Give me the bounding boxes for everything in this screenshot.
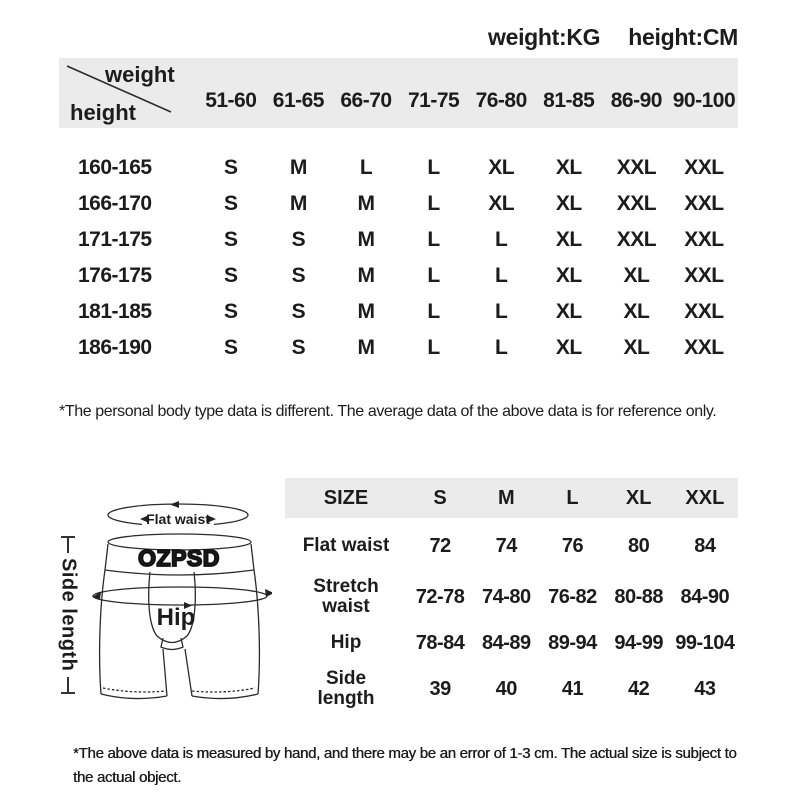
weight-column-header: 81-85 bbox=[543, 89, 595, 112]
height-range-label: 166-170 bbox=[78, 192, 152, 215]
size-cell: XL bbox=[488, 192, 515, 215]
measure-value: 84-90 bbox=[680, 585, 730, 608]
size-cell: XL bbox=[555, 300, 582, 323]
gusset bbox=[161, 638, 183, 650]
weight-column-header: 61-65 bbox=[272, 89, 324, 112]
units-header bbox=[488, 24, 738, 51]
size-cell: S bbox=[224, 264, 238, 287]
size-cell: XXL bbox=[684, 336, 724, 359]
left-hem-stitch bbox=[103, 688, 166, 692]
size-cell: XXL bbox=[616, 192, 657, 215]
size-cell: L bbox=[495, 336, 508, 359]
size-cell: M bbox=[357, 300, 375, 323]
measure-label: Hip bbox=[330, 632, 362, 653]
size-table-header bbox=[59, 58, 738, 128]
measure-value: 94-99 bbox=[614, 631, 663, 654]
measure-value: 89-94 bbox=[548, 631, 597, 654]
table-row bbox=[59, 258, 738, 294]
measure-value: 39 bbox=[429, 677, 451, 700]
measure-cap-bottom bbox=[61, 692, 75, 694]
size-cell: M bbox=[289, 192, 307, 215]
size-cell: XXL bbox=[684, 156, 724, 179]
measure-value: 76-82 bbox=[548, 585, 597, 608]
size-header: SIZE bbox=[323, 486, 369, 509]
size-cell: L bbox=[495, 264, 508, 287]
size-cell: M bbox=[357, 264, 375, 287]
measure-value: 84 bbox=[694, 534, 716, 557]
right-hem bbox=[192, 694, 258, 699]
measure-table-header bbox=[285, 478, 738, 518]
size-cell: L bbox=[359, 156, 373, 179]
size-cell: XL bbox=[623, 336, 650, 359]
hip-ellipse bbox=[93, 587, 267, 605]
accuracy-note bbox=[73, 742, 736, 790]
side-length-label: Side length bbox=[57, 558, 80, 672]
size-cell: M bbox=[357, 228, 375, 251]
height-range-label: 181-185 bbox=[78, 300, 152, 323]
table-row bbox=[59, 222, 738, 258]
weight-unit-label: weight:KG bbox=[487, 24, 601, 50]
height-range-label: 176-175 bbox=[78, 264, 152, 287]
size-cell: L bbox=[427, 336, 440, 359]
weight-column-header: 71-75 bbox=[407, 89, 460, 112]
height-range-label: 160-165 bbox=[78, 156, 152, 179]
size-cell: XXL bbox=[684, 300, 724, 323]
measure-value: 41 bbox=[561, 677, 584, 700]
measure-value: 42 bbox=[628, 677, 650, 700]
table-row bbox=[285, 518, 738, 574]
corner-cell bbox=[59, 58, 197, 128]
size-cell: XXL bbox=[616, 228, 657, 251]
table-row bbox=[285, 620, 738, 666]
size-col-header: L bbox=[566, 486, 579, 509]
measure-label: Side length bbox=[317, 668, 375, 709]
boxer-diagram bbox=[88, 498, 272, 710]
size-cell: L bbox=[427, 192, 440, 215]
measure-value: 80 bbox=[628, 534, 650, 557]
size-cell: XL bbox=[623, 300, 650, 323]
measure-value: 99-104 bbox=[675, 631, 735, 654]
arrow-right-icon bbox=[265, 589, 272, 597]
measure-label: Flat waist bbox=[302, 535, 390, 556]
measure-value: 76 bbox=[561, 534, 584, 557]
size-cell: L bbox=[427, 300, 440, 323]
size-cell: L bbox=[427, 264, 440, 287]
size-cell: XXL bbox=[684, 192, 724, 215]
measure-value: 72 bbox=[429, 534, 451, 557]
measure-value: 74-80 bbox=[481, 585, 531, 608]
size-cell: S bbox=[291, 228, 306, 251]
measure-line bbox=[67, 538, 69, 553]
corner-weight-label: weight bbox=[105, 62, 175, 87]
measure-line bbox=[67, 677, 69, 692]
measure-value: 80-88 bbox=[614, 585, 663, 608]
measure-value: 74 bbox=[495, 534, 517, 557]
height-range-label: 186-190 bbox=[78, 336, 152, 359]
table-row bbox=[285, 574, 738, 620]
size-col-header: S bbox=[433, 486, 447, 509]
table-row bbox=[285, 666, 738, 712]
size-cell: XXL bbox=[684, 228, 724, 251]
size-cell: XL bbox=[555, 264, 582, 287]
size-col-header: M bbox=[497, 486, 515, 509]
measure-table-body bbox=[285, 518, 738, 712]
measure-value: 84-89 bbox=[481, 631, 531, 654]
measure-value: 72-78 bbox=[415, 585, 465, 608]
left-inseam bbox=[163, 649, 167, 696]
reference-note: *The personal body type data is different. The average data of the above data is for reference only. bbox=[59, 403, 717, 420]
right-inseam bbox=[185, 649, 192, 696]
hip-label: Hip bbox=[156, 604, 196, 631]
measure-value: 40 bbox=[495, 677, 517, 700]
weight-column-header: 90-100 bbox=[672, 89, 736, 112]
size-cell: XL bbox=[555, 336, 582, 359]
accuracy-note-line1: *The above data is measured by hand, and there may be an error of 1-3 cm. The actual size is subject to bbox=[73, 745, 737, 762]
size-cell: S bbox=[291, 300, 306, 323]
left-hem bbox=[101, 694, 167, 699]
size-col-header: XL bbox=[625, 486, 652, 509]
size-cell: XL bbox=[555, 228, 582, 251]
height-range-label: 171-175 bbox=[78, 228, 152, 251]
accuracy-note-line2: the actual object. bbox=[73, 769, 182, 786]
measure-value: 43 bbox=[694, 677, 716, 700]
size-col-header: XXL bbox=[685, 486, 725, 509]
brand-logo: OZPSD bbox=[138, 545, 220, 571]
weight-column-header: 76-80 bbox=[475, 89, 527, 112]
table-row bbox=[59, 294, 738, 330]
size-cell: XL bbox=[555, 156, 582, 179]
weight-column-header: 51-60 bbox=[205, 89, 257, 112]
table-row bbox=[59, 150, 738, 186]
right-outer-seam bbox=[254, 570, 259, 694]
left-outer-seam bbox=[100, 570, 105, 694]
corner-height-label: height bbox=[70, 100, 136, 125]
size-cell: L bbox=[495, 228, 508, 251]
size-cell: S bbox=[291, 336, 306, 359]
flat-waist-label: Flat waist bbox=[146, 511, 210, 527]
size-cell: S bbox=[224, 192, 238, 215]
size-cell: L bbox=[427, 228, 440, 251]
size-cell: S bbox=[224, 300, 238, 323]
table-row bbox=[59, 186, 738, 222]
size-cell: S bbox=[224, 156, 238, 179]
size-cell: XL bbox=[488, 156, 515, 179]
size-cell: S bbox=[224, 336, 238, 359]
size-cell: XL bbox=[623, 264, 650, 287]
arrow-left-icon bbox=[170, 501, 179, 508]
size-table-body bbox=[59, 150, 738, 366]
size-cell: L bbox=[427, 156, 440, 179]
size-cell: XXL bbox=[616, 156, 657, 179]
table-row bbox=[59, 330, 738, 366]
size-cell: L bbox=[495, 300, 508, 323]
size-cell: M bbox=[357, 336, 375, 359]
size-cell: S bbox=[224, 228, 238, 251]
size-cell: M bbox=[289, 156, 307, 179]
right-hem-stitch bbox=[192, 688, 255, 692]
side-length-measure bbox=[52, 536, 84, 694]
weight-column-header: 66-70 bbox=[340, 89, 392, 112]
size-cell: M bbox=[357, 192, 375, 215]
size-cell: XXL bbox=[684, 264, 724, 287]
height-unit-label: height:CM bbox=[628, 24, 738, 50]
weight-column-header: 86-90 bbox=[610, 89, 662, 112]
size-cell: S bbox=[291, 264, 306, 287]
size-cell: XL bbox=[555, 192, 582, 215]
measure-value: 78-84 bbox=[415, 631, 465, 654]
measure-label: Stretch waist bbox=[313, 576, 379, 617]
